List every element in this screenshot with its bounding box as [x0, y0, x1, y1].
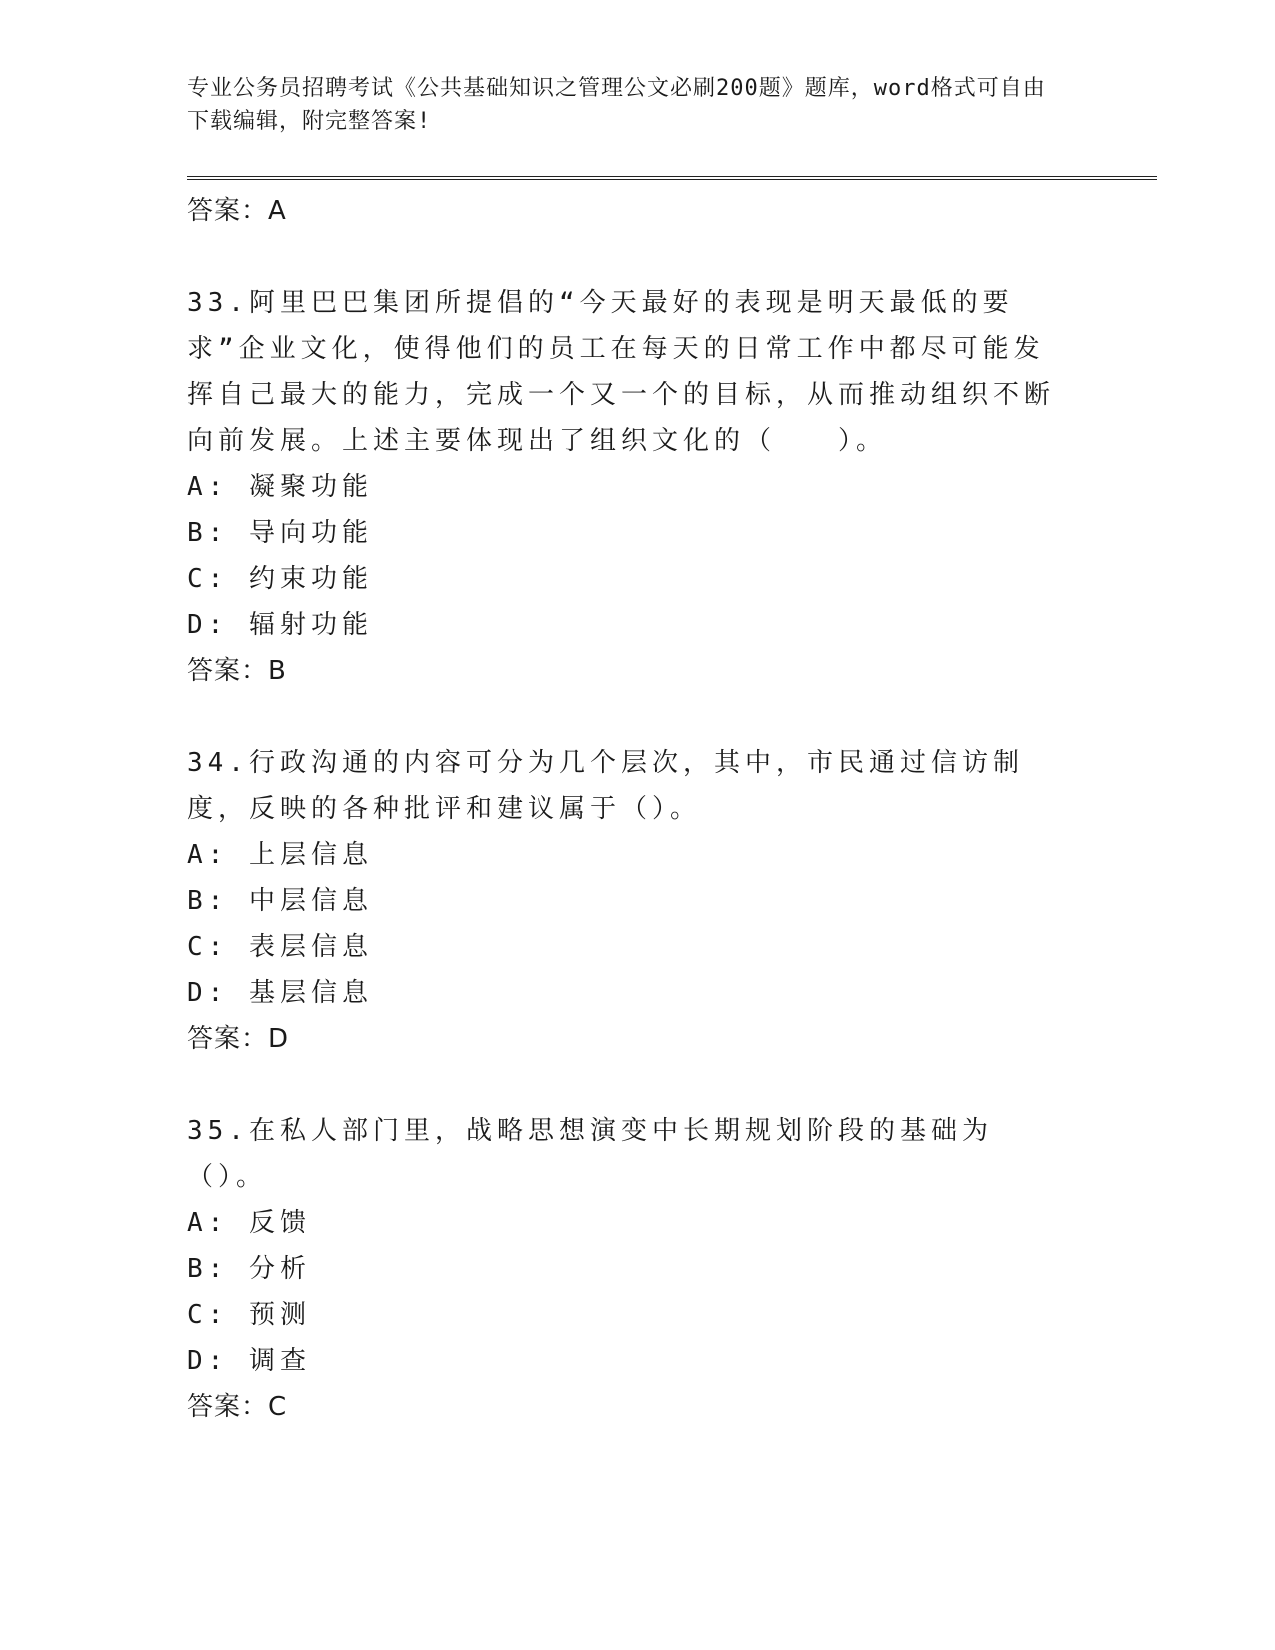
- answer: 答案：C: [187, 1392, 288, 1422]
- option-d: D: 调查: [187, 1346, 311, 1376]
- page-header: 专业公务员招聘考试《公共基础知识之管理公文必刷200题》题库，word格式可自由下载编辑，附完整答案!: [187, 76, 1046, 134]
- question-33: [187, 280, 1157, 694]
- answer: 答案：D: [187, 1024, 290, 1054]
- option-a: A: 凝聚功能: [187, 472, 373, 502]
- option-c: C: 约束功能: [187, 564, 373, 594]
- question-stem: 34.行政沟通的内容可分为几个层次，其中，市民通过信访制度，反映的各种批评和建议属于（）。: [187, 748, 1024, 824]
- option-a: A: 反馈: [187, 1208, 311, 1238]
- option-b: B: 导向功能: [187, 518, 373, 548]
- option-c: C: 表层信息: [187, 932, 373, 962]
- option-b: B: 分析: [187, 1254, 311, 1284]
- header-divider: [187, 176, 1157, 180]
- previous-answer: 答案：A: [187, 196, 287, 226]
- option-a: A: 上层信息: [187, 840, 373, 870]
- question-stem: 35.在私人部门里，战略思想演变中长期规划阶段的基础为（）。: [187, 1116, 993, 1192]
- option-c: C: 预测: [187, 1300, 311, 1330]
- option-b: B: 中层信息: [187, 886, 373, 916]
- option-d: D: 基层信息: [187, 978, 373, 1008]
- document-page: [187, 72, 1157, 1430]
- option-d: D: 辐射功能: [187, 610, 373, 640]
- answer: 答案：B: [187, 656, 287, 686]
- question-stem: 33.阿里巴巴集团所提倡的“今天最好的表现是明天最低的要求”企业文化，使得他们的员工在每天的日常工作中都尽可能发挥自己最大的能力，完成一个又一个的目标，从而推动组织不断向前发展。上述主要体现出了组织文化的（ ）。: [187, 288, 1056, 456]
- question-34: [187, 740, 1157, 1062]
- question-35: [187, 1108, 1157, 1430]
